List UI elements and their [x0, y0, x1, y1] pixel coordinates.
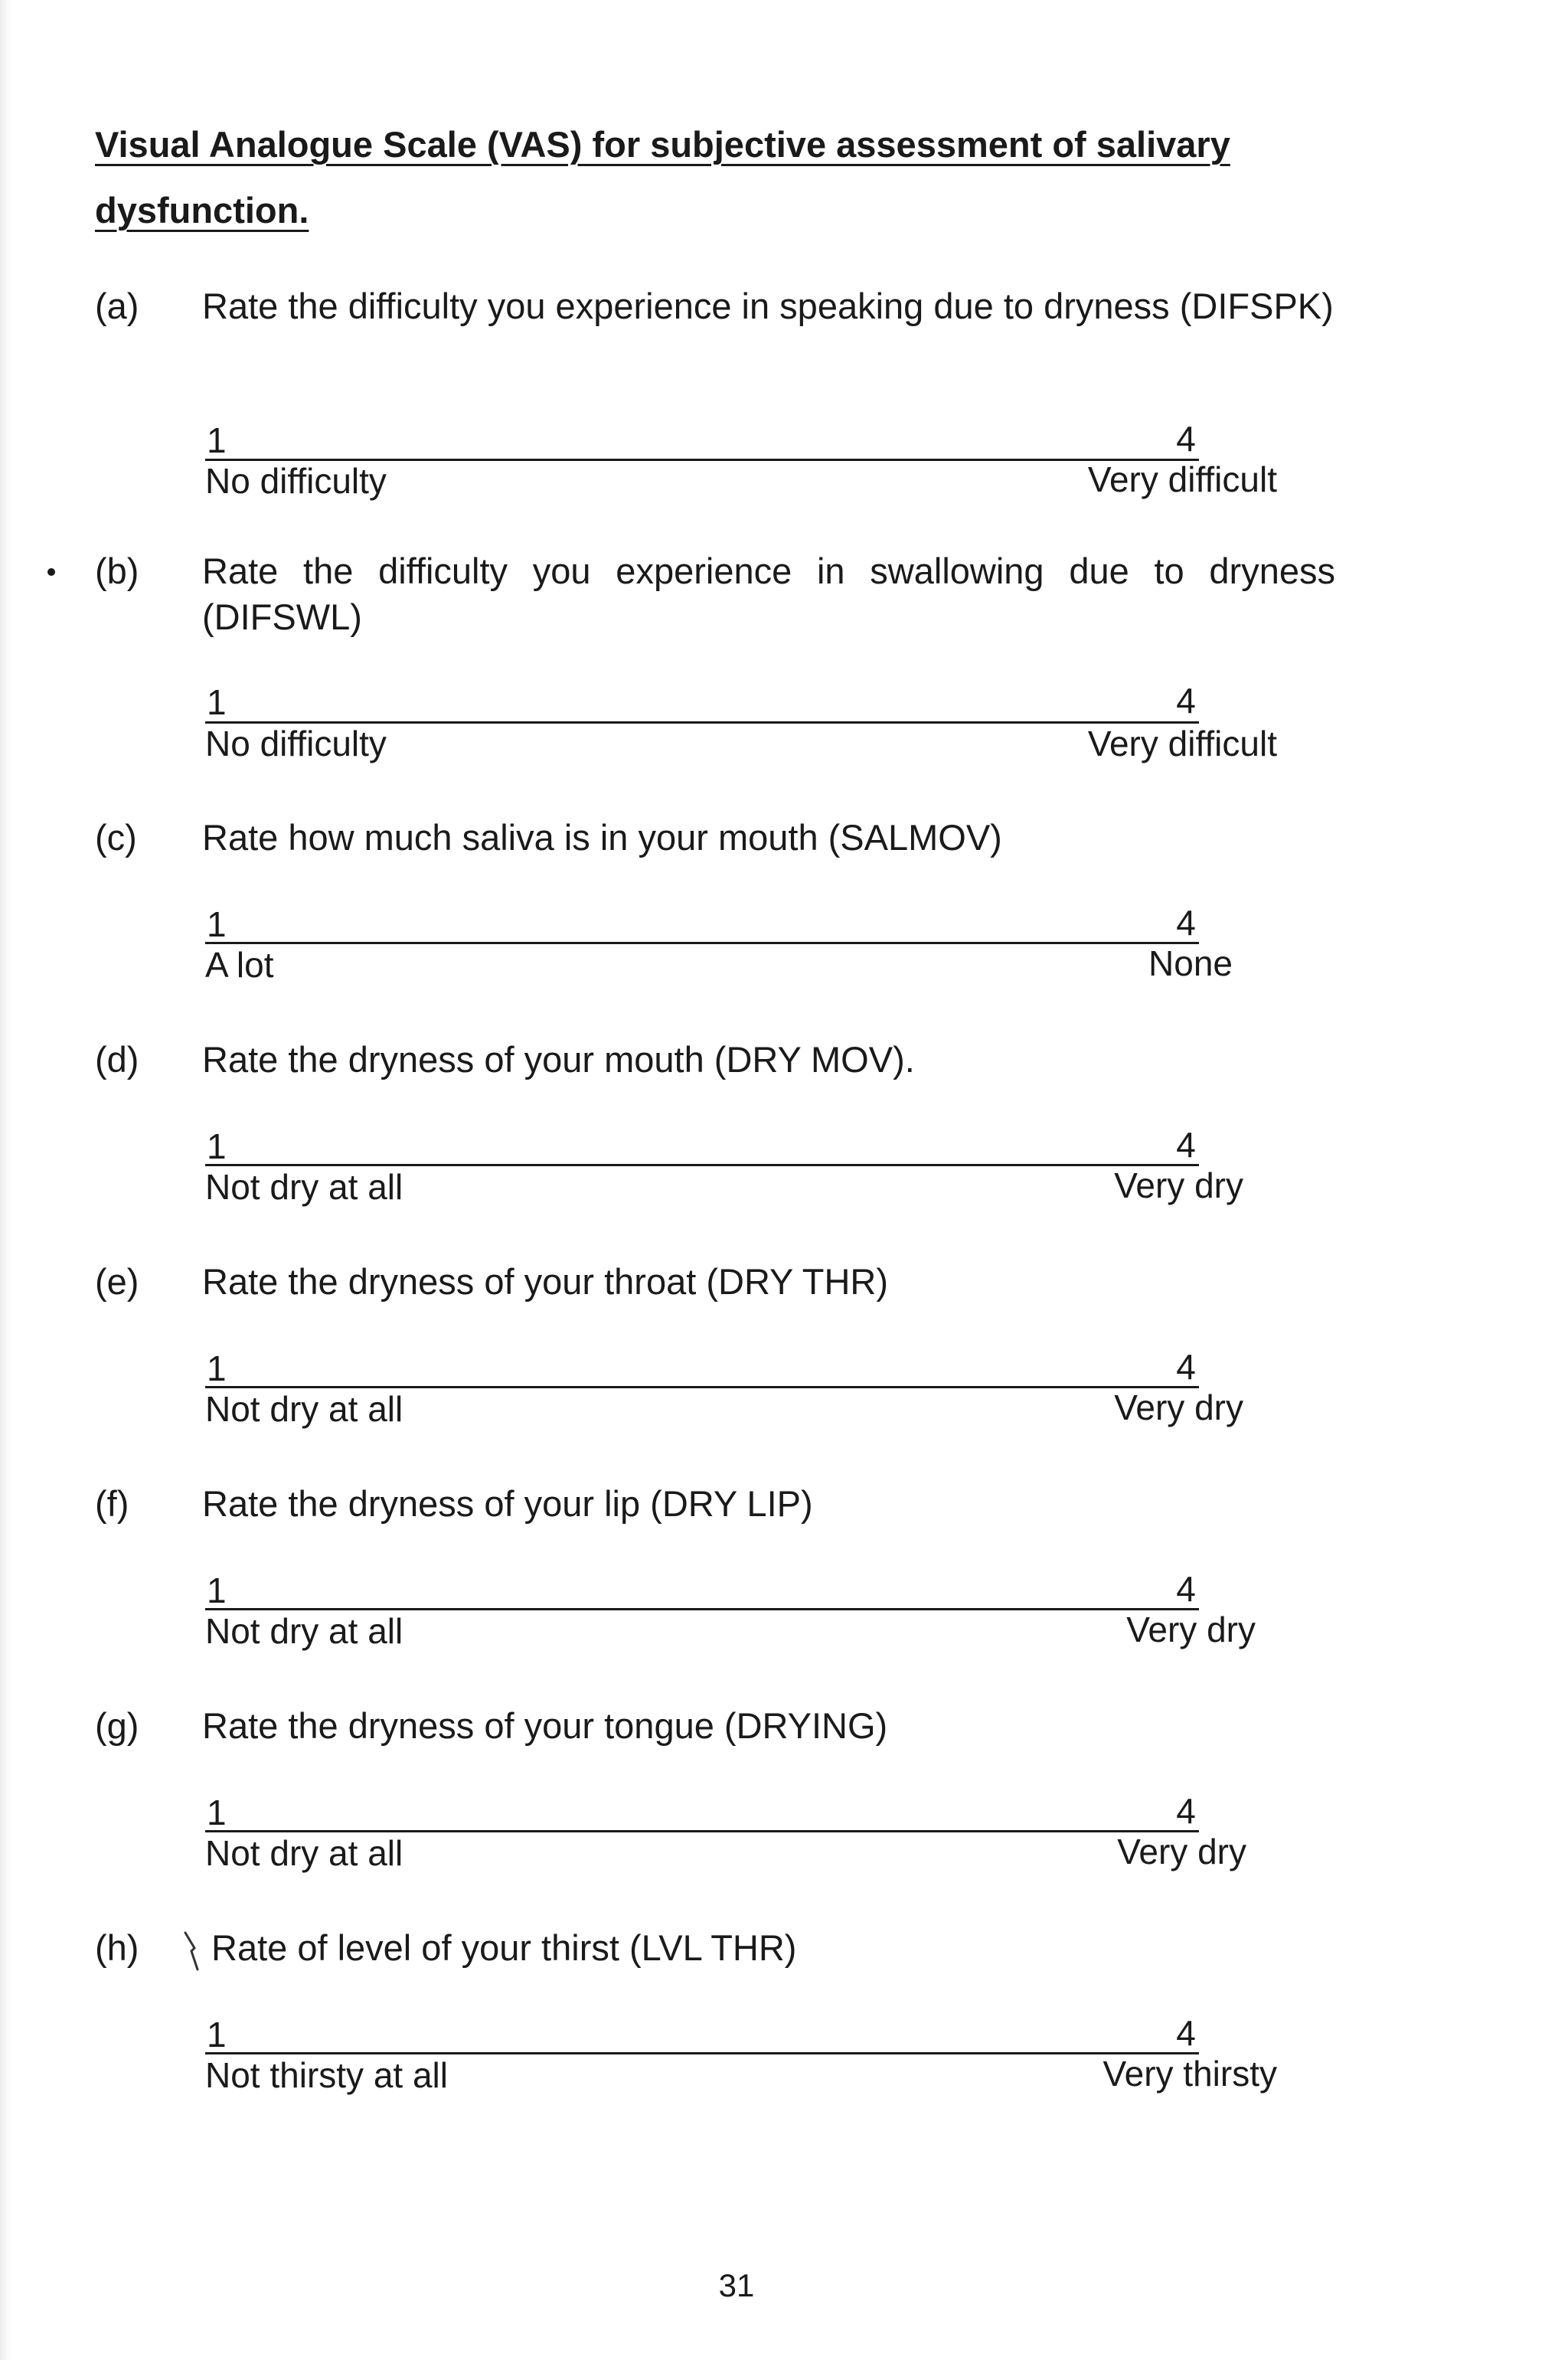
scale-max-value: 4: [1176, 1347, 1196, 1387]
item-question: Rate the dryness of your mouth (DRY MOV).: [202, 1039, 915, 1080]
scale-max-value: 4: [1176, 1791, 1196, 1831]
item-question: Rate how much saliva is in your mouth (SALMOV): [202, 817, 1002, 858]
low-anchor-label: Not dry at all: [205, 1167, 403, 1207]
item-question: Rate the dryness of your throat (DRY THR): [202, 1261, 888, 1302]
vas-item-h: [0, 1925, 1568, 2139]
item-question: Rate the dryness of your lip (DRY LIP): [202, 1483, 813, 1524]
scale-min-value: 1: [207, 1793, 227, 1832]
vas-item-c: [0, 815, 1568, 1029]
vas-line[interactable]: [205, 1164, 1199, 1166]
scale-max-value: 4: [1176, 1569, 1196, 1609]
item-question: Rate the difficulty you experience in swallowing due to dryness (DIFSWL): [202, 551, 1335, 637]
low-anchor-label: No difficulty: [205, 724, 387, 763]
vas-line[interactable]: [205, 1830, 1199, 1832]
vas-item-b: [0, 548, 1568, 763]
scale-min-value: 1: [207, 1571, 227, 1610]
scale-max-value: 4: [1176, 2013, 1196, 2053]
low-anchor-label: Not dry at all: [205, 1389, 403, 1429]
item-label: (f): [95, 1483, 129, 1524]
item-label: (a): [95, 286, 139, 326]
vas-line[interactable]: [205, 1386, 1199, 1388]
scale-max-value: 4: [1176, 903, 1196, 943]
scale-min-value: 1: [207, 682, 227, 722]
item-label: (c): [95, 817, 137, 858]
scale-max-value: 4: [1176, 681, 1196, 721]
item-question: Rate the difficulty you experience in speaking due to dryness (DIFSPK): [202, 286, 1334, 326]
vas-item-e: [0, 1259, 1568, 1473]
scale-min-value: 1: [207, 2015, 227, 2054]
low-anchor-label: Not dry at all: [205, 1833, 403, 1873]
vas-item-a: [0, 283, 1568, 501]
item-label: (h): [95, 1927, 139, 1968]
low-anchor-label: Not dry at all: [205, 1611, 403, 1651]
item-label: (b): [95, 551, 139, 591]
scale-max-value: 4: [1176, 1125, 1196, 1165]
vas-item-f: [0, 1481, 1568, 1695]
vas-item-g: [0, 1703, 1568, 1917]
vas-line[interactable]: [205, 1608, 1199, 1610]
page-number: 31: [718, 2267, 755, 2303]
low-anchor-label: No difficulty: [205, 461, 387, 501]
page-title: Visual Analogue Scale (VAS) for subjective assessment of salivary dysfunction.: [95, 124, 1230, 230]
item-label: (e): [95, 1261, 139, 1302]
scale-min-value: 1: [207, 420, 227, 460]
high-anchor-label: None: [1148, 943, 1233, 983]
pen-stroke-mark: [182, 1930, 205, 1976]
vas-line[interactable]: [205, 942, 1199, 944]
item-label: (d): [95, 1039, 139, 1080]
item-question: Rate of level of your thirst (LVL THR): [211, 1927, 797, 1968]
high-anchor-label: Very difficult: [1087, 459, 1277, 499]
scale-min-value: 1: [207, 1126, 227, 1166]
high-anchor-label: Very dry: [1126, 1610, 1256, 1649]
vas-item-d: [0, 1037, 1568, 1251]
low-anchor-label: A lot: [205, 945, 274, 985]
vas-line[interactable]: [205, 2052, 1199, 2054]
scale-min-value: 1: [207, 904, 227, 944]
low-anchor-label: Not thirsty at all: [205, 2055, 448, 2095]
item-label: (g): [95, 1705, 139, 1746]
high-anchor-label: Very difficult: [1087, 724, 1277, 763]
high-anchor-label: Very dry: [1117, 1832, 1246, 1871]
high-anchor-label: Very dry: [1114, 1388, 1243, 1427]
item-question: Rate the dryness of your tongue (DRYING): [202, 1705, 888, 1746]
scale-min-value: 1: [207, 1348, 227, 1388]
scale-max-value: 4: [1176, 419, 1196, 459]
high-anchor-label: Very dry: [1114, 1165, 1243, 1205]
high-anchor-label: Very thirsty: [1102, 2054, 1277, 2094]
